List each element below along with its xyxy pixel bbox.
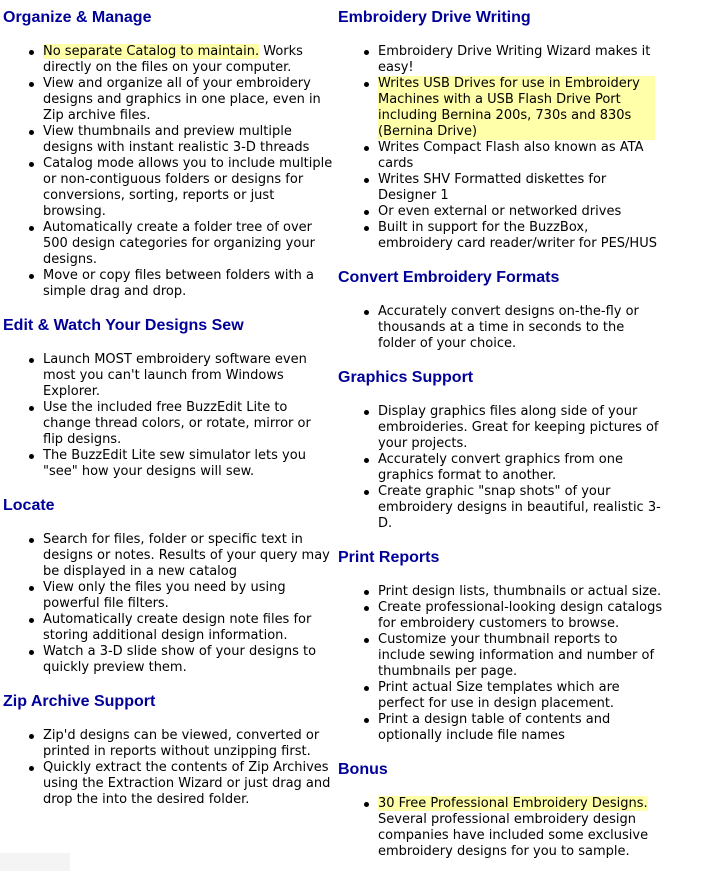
list-item-text: View thumbnails and preview multiple designs with instant realistic 3-D threads (43, 124, 310, 155)
list-item-text: Writes SHV Formatted diskettes for Designer 1 (378, 172, 607, 203)
section-zip-archive (0, 692, 334, 808)
section-drive-writing (335, 8, 665, 252)
list-item-text: Catalog mode allows you to include multiple or non-contiguous folders or designs for conversions, sorting, reports or just browsing. (43, 156, 333, 219)
section-heading: Edit & Watch Your Designs Sew (3, 317, 244, 334)
list-item (335, 452, 665, 484)
list-item (335, 44, 665, 76)
list-item-text: Writes Compact Flash also known as ATA cards (378, 140, 644, 171)
list-item-text: Accurately convert graphics from one graphics format to another. (378, 452, 623, 483)
list-item (335, 796, 665, 860)
list-item (335, 484, 665, 532)
list-item (0, 44, 334, 76)
feature-list (335, 44, 665, 252)
list-item-text: Built in support for the BuzzBox, embroidery card reader/writer for PES/HUS (378, 220, 657, 251)
list-item (0, 644, 334, 676)
feature-list (335, 404, 665, 532)
list-item (335, 204, 665, 220)
list-item-text: Or even external or networked drives (378, 204, 622, 219)
list-item (335, 600, 665, 632)
highlighted-text: No separate Catalog to maintain. (43, 44, 260, 59)
list-item-text: Accurately convert designs on-the-fly or thousands at a time in seconds to the folder of your choice. (378, 304, 639, 351)
feature-list (0, 532, 334, 676)
list-item-text: Move or copy files between folders with a simple drag and drop. (43, 268, 314, 299)
feature-list (335, 796, 665, 860)
section-heading: Locate (3, 497, 55, 514)
section-heading: Bonus (338, 761, 388, 778)
section-organize-manage (0, 8, 334, 300)
list-item (0, 532, 334, 580)
list-item (335, 172, 665, 204)
section-convert-formats (335, 268, 665, 352)
list-item-text: Customize your thumbnail reports to include sewing information and number of thumbnails per page. (378, 632, 655, 679)
section-graphics-support (335, 368, 665, 532)
list-item-text: Create professional-looking design catalogs for embroidery customers to browse. (378, 600, 663, 631)
section-heading: Zip Archive Support (3, 693, 156, 710)
section-heading: Print Reports (338, 549, 440, 566)
corner-shade (0, 853, 70, 871)
list-item-text: Automatically create a folder tree of over 500 design categories for organizing your designs. (43, 220, 315, 267)
list-item (335, 584, 665, 600)
highlighted-text: Writes USB Drives for use in Embroidery Machines with a USB Flash Drive Port including Bernina 200s, 730s and 830s (Bernina Drive) (378, 76, 655, 140)
list-item (0, 400, 334, 448)
list-item-text: Create graphic "snap shots" of your embroidery designs in beautiful, realistic 3-D. (378, 484, 661, 531)
list-item (0, 124, 334, 156)
list-item-text: Print a design table of contents and optionally include file names (378, 712, 611, 743)
list-item-text: Watch a 3-D slide show of your designs to quickly preview them. (43, 644, 317, 675)
list-item-text: Print actual Size templates which are perfect for use in design placement. (378, 680, 620, 711)
list-item-text: Works directly on the files on your computer. (43, 44, 303, 75)
list-item-text: Launch MOST embroidery software even most you can't launch from Windows Explorer. (43, 352, 307, 399)
section-edit-watch (0, 316, 334, 480)
list-item-text: Print design lists, thumbnails or actual size. (378, 584, 662, 599)
list-item (0, 580, 334, 612)
section-print-reports (335, 548, 665, 744)
list-item (0, 268, 334, 300)
list-item (0, 448, 334, 480)
list-item (335, 220, 665, 252)
section-heading: Convert Embroidery Formats (338, 269, 560, 286)
list-item-text: Zip'd designs can be viewed, converted or printed in reports without unzipping first. (43, 728, 320, 759)
list-item (0, 352, 334, 400)
list-item (0, 728, 334, 760)
list-item-text: Several professional embroidery design companies have included some exclusive embroidery designs for you to sample. (378, 812, 649, 859)
list-item (335, 632, 665, 680)
list-item (0, 760, 334, 808)
list-item (0, 612, 334, 644)
section-bonus (335, 760, 665, 860)
list-item-text: Use the included free BuzzEdit Lite to change thread colors, or rotate, mirror or flip designs. (43, 400, 311, 447)
list-item (335, 304, 665, 352)
feature-list (0, 44, 334, 300)
list-item (335, 404, 665, 452)
list-item (335, 680, 665, 712)
section-heading: Graphics Support (338, 369, 474, 386)
section-heading: Embroidery Drive Writing (338, 9, 531, 26)
list-item-text: View only the files you need by using powerful file filters. (43, 580, 286, 611)
list-item (0, 220, 334, 268)
section-locate (0, 496, 334, 676)
feature-list (335, 584, 665, 744)
list-item-text: Automatically create design note files for storing additional design information. (43, 612, 312, 643)
list-item-text: Embroidery Drive Writing Wizard makes it easy! (378, 44, 651, 75)
list-item (335, 76, 665, 140)
list-item-text: View and organize all of your embroidery designs and graphics in one place, even in Zip archive files. (43, 76, 321, 123)
list-item-text: The BuzzEdit Lite sew simulator lets you "see" how your designs will sew. (43, 448, 306, 479)
list-item-text: Search for files, folder or specific text in designs or notes. Results of your query may be displayed in a new catalog (43, 532, 330, 579)
list-item (0, 156, 334, 220)
list-item-text: Quickly extract the contents of Zip Archives using the Extraction Wizard or just drag and drop the into the desired folder. (43, 760, 331, 807)
feature-list (335, 304, 665, 352)
section-heading: Organize & Manage (3, 9, 152, 26)
feature-list (0, 728, 334, 808)
highlighted-text: 30 Free Professional Embroidery Designs. (378, 796, 648, 811)
list-item (335, 712, 665, 744)
feature-list (0, 352, 334, 480)
list-item (0, 76, 334, 124)
list-item-text: Display graphics files along side of your embroideries. Great for keeping pictures of your projects. (378, 404, 659, 451)
list-item (335, 140, 665, 172)
